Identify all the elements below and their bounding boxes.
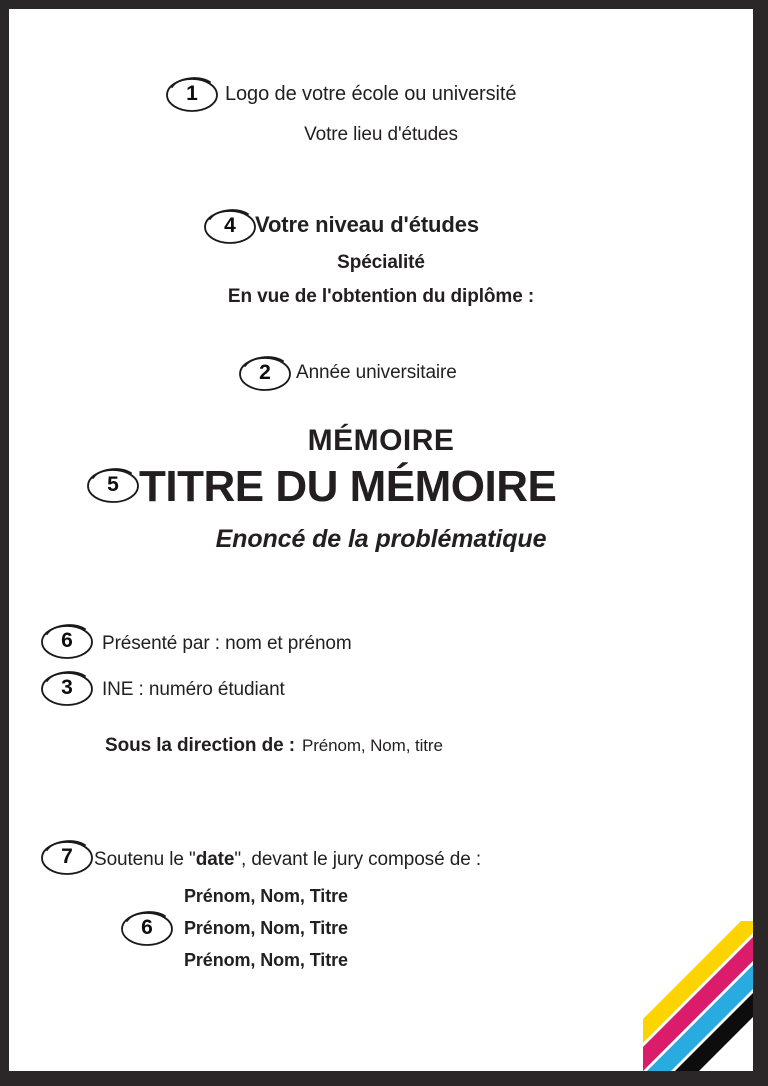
annotation-number: 2 (259, 360, 271, 384)
annotation-number: 3 (61, 675, 73, 699)
annotation-number: 6 (61, 628, 73, 652)
annotation-circle-2 (237, 352, 293, 394)
study-level-line: Votre niveau d'études (255, 212, 480, 237)
diploma-line: En vue de l'obtention du diplôme : (227, 286, 535, 307)
memoire-title: TITRE DU MÉMOIRE (139, 462, 557, 511)
annotation-circle-1 (164, 73, 220, 115)
author-line: Présenté par : nom et prénom (102, 633, 352, 654)
defense-line (94, 849, 481, 871)
defense-date-word: date (195, 849, 235, 870)
supervisor-row (105, 735, 443, 757)
annotation-number: 4 (224, 213, 236, 237)
supervisor-label: Sous la direction de : (105, 735, 295, 756)
annotation-number: 1 (186, 81, 198, 105)
specialty-line: Spécialité (337, 252, 425, 273)
cmyk-corner-decoration (643, 921, 753, 1071)
annotation-circle-7 (39, 836, 95, 878)
academic-year-line: Année universitaire (296, 362, 457, 383)
jury-member: Prénom, Nom, Titre (184, 950, 348, 970)
school-logo-line: Logo de votre école ou université (225, 83, 517, 105)
annotation-number: 7 (61, 844, 73, 868)
annotation-number: 5 (107, 472, 119, 496)
annotation-circle-6-author (39, 620, 95, 662)
memoire-kicker: MÉMOIRE (307, 424, 455, 457)
memoire-subtitle: Enoncé de la problématique (215, 525, 547, 553)
defense-suffix: ", devant le jury composé de : (234, 849, 482, 870)
school-place-line: Votre lieu d'études (304, 124, 458, 145)
supervisor-value: Prénom, Nom, titre (301, 736, 443, 755)
annotation-circle-6-jury (119, 907, 175, 949)
defense-prefix: Soutenu le " (94, 849, 196, 870)
ine-line: INE : numéro étudiant (102, 679, 285, 700)
jury-member: Prénom, Nom, Titre (184, 886, 348, 906)
annotation-circle-5 (85, 464, 141, 506)
annotation-number: 6 (141, 915, 153, 939)
document-page (9, 9, 753, 1071)
annotation-circle-3 (39, 667, 95, 709)
annotation-circle-4 (202, 205, 258, 247)
jury-member: Prénom, Nom, Titre (184, 918, 348, 938)
